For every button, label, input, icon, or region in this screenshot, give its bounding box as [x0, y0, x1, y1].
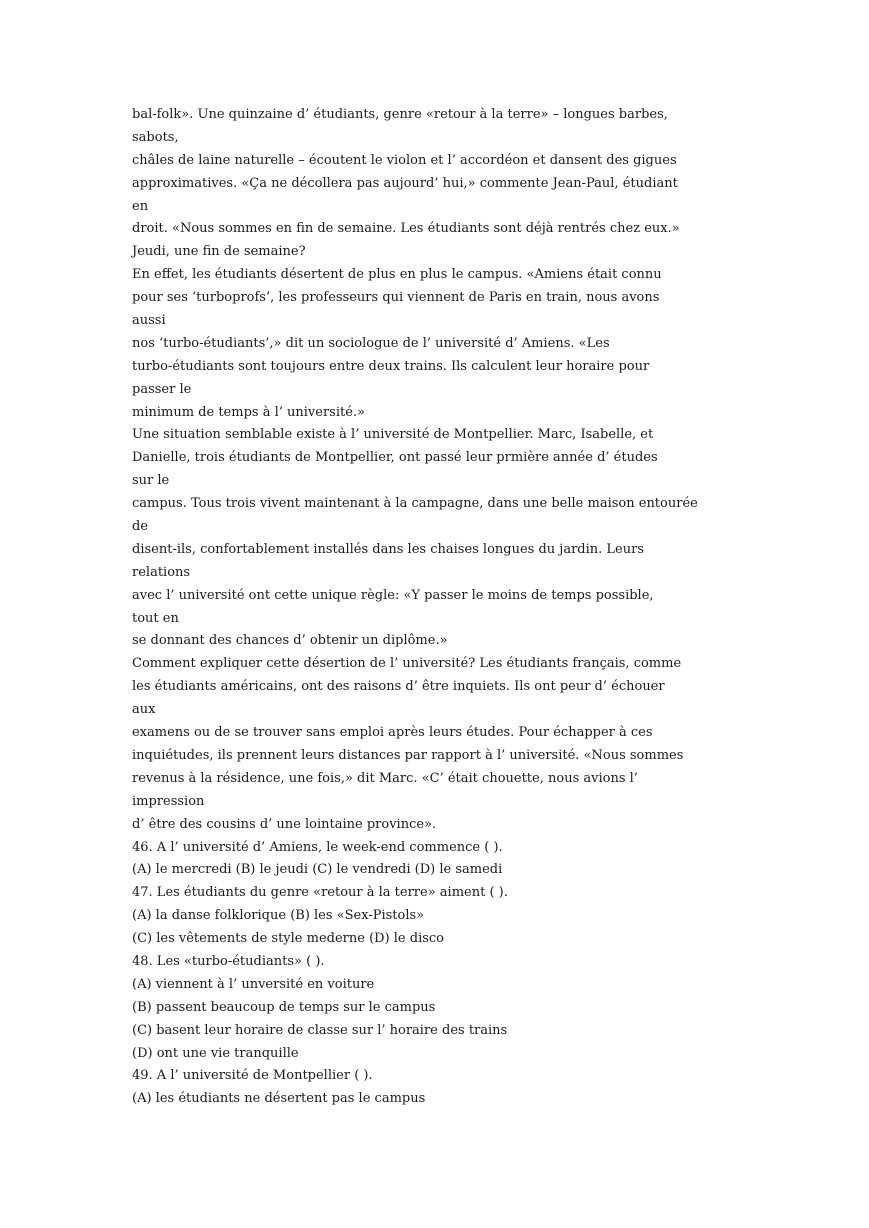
- text-line: (A) le mercredi (B) le jeudi (C) le vendredi (D) le samedi: [132, 862, 503, 878]
- text-line: en: [132, 198, 149, 214]
- text-line: nos ‘turbo-étudiants’,» dit un sociologue de l’ université d’ Amiens. «Les: [132, 335, 610, 351]
- text-line: minimum de temps à l’ université.»: [132, 404, 365, 420]
- text-line: avec l’ université ont cette unique règle: «Y passer le moins de temps possible,: [132, 587, 654, 603]
- text-line: se donnant des chances d’ obtenir un diplôme.»: [132, 633, 448, 649]
- text-line: (A) les étudiants ne désertent pas le campus: [132, 1091, 426, 1107]
- text-line: droit. «Nous sommes en fin de semaine. Les étudiants sont déjà rentrés chez eux.»: [132, 221, 680, 237]
- text-line: passer le: [132, 381, 192, 397]
- text-line: Une situation semblable existe à l’ université de Montpellier. Marc, Isabelle, et: [132, 427, 654, 443]
- text-line: (B) passent beaucoup de temps sur le campus: [132, 999, 436, 1015]
- text-line: (A) viennent à l’ unversité en voiture: [132, 976, 375, 992]
- text-line: 46. A l’ université d’ Amiens, le week-end commence ( ).: [132, 839, 503, 855]
- text-line: inquiétudes, ils prennent leurs distances par rapport à l’ université. «Nous sommes: [132, 747, 684, 763]
- text-line: (D) ont une vie tranquille: [132, 1045, 299, 1061]
- text-line: tout en: [132, 610, 179, 626]
- text-line: 47. Les étudiants du genre «retour à la terre» aiment ( ).: [132, 885, 508, 901]
- text-line: Danielle, trois étudiants de Montpellier, ont passé leur prmière année d’ études: [132, 450, 658, 466]
- text-line: impression: [132, 793, 205, 809]
- text-line: (A) la danse folklorique (B) les «Sex-Pistols»: [132, 908, 425, 924]
- text-line: Comment expliquer cette désertion de l’ université? Les étudiants français, comme: [132, 656, 682, 672]
- text-line: examens ou de se trouver sans emploi après leurs études. Pour échapper à ces: [132, 725, 653, 741]
- text-line: Jeudi, une fin de semaine?: [132, 244, 306, 260]
- text-line: aux: [132, 702, 156, 718]
- text-line: disent-ils, confortablement installés dans les chaises longues du jardin. Leurs: [132, 541, 645, 557]
- text-line: (C) les vêtements de style mederne (D) le disco: [132, 931, 445, 947]
- text-line: les étudiants américains, ont des raisons d’ être inquiets. Ils ont peur d’ échouer: [132, 679, 665, 695]
- text-line: d’ être des cousins d’ une lointaine province».: [132, 816, 437, 832]
- text-line: bal-folk». Une quinzaine d’ étudiants, genre «retour à la terre» – longues barbes,: [132, 107, 668, 122]
- text-line: sur le: [132, 473, 170, 489]
- text-line: campus. Tous trois vivent maintenant à la campagne, dans une belle maison entourée: [132, 496, 698, 512]
- text-line: revenus à la résidence, une fois,» dit Marc. «C’ était chouette, nous avions l’: [132, 770, 638, 786]
- text-line: châles de laine naturelle – écoutent le violon et l’ accordéon et dansent des gigues: [132, 152, 677, 168]
- text-line: pour ses ‘turboprofs’, les professeurs qui viennent de Paris en train, nous avons: [132, 290, 660, 306]
- text-line: (C) basent leur horaire de classe sur l’ horaire des trains: [132, 1022, 508, 1038]
- text-line: turbo-étudiants sont toujours entre deux trains. Ils calculent leur horaire pour: [132, 358, 650, 374]
- text-line: 48. Les «turbo-étudiants» ( ).: [132, 953, 325, 969]
- text-line: approximatives. «Ça ne décollera pas aujourd’ hui,» commente Jean-Paul, étudiant: [132, 175, 678, 191]
- text-line: de: [132, 519, 149, 535]
- document-body: [132, 104, 742, 1111]
- text-line: relations: [132, 564, 191, 580]
- text-line: sabots,: [132, 129, 179, 145]
- text-line: 49. A l’ université de Montpellier ( ).: [132, 1068, 373, 1084]
- text-line: aussi: [132, 313, 166, 329]
- text-line: En effet, les étudiants désertent de plus en plus le campus. «Amiens était connu: [132, 267, 662, 283]
